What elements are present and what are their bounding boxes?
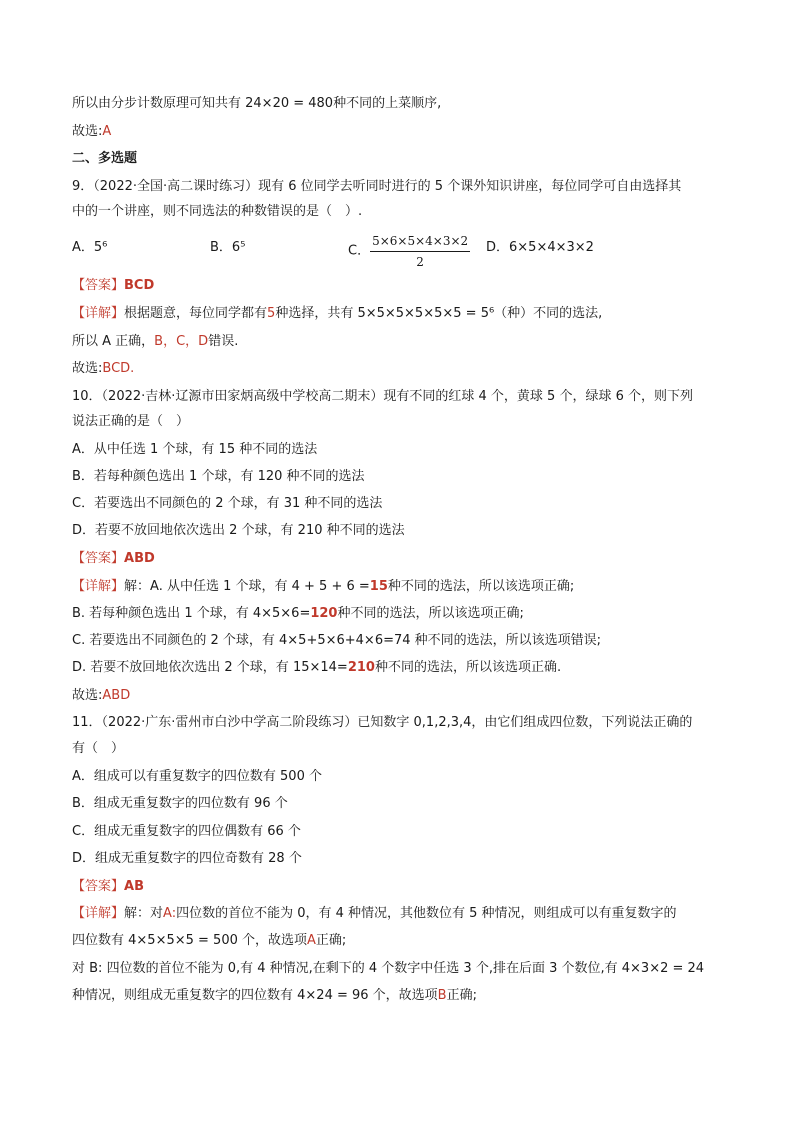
option-b: B．组成无重复数字的四位数有 96 个 (72, 796, 288, 811)
section-heading: 二、多选题 (72, 151, 138, 166)
option-a: A．组成可以有重复数字的四位数有 500 个 (72, 769, 322, 784)
detail-line: D. 若要不放回地依次选出 2 个球，有 15×14=210种不同的选法，所以该选项正确. (72, 660, 562, 675)
detail-line: C. 若要选出不同颜色的 2 个球，有 4×5+5×6+4×6=74 种不同的选法，所以该选项错误; (72, 633, 602, 648)
question-9-cont: 中的一个讲座，则不同选法的种数错误的是（ ）. (72, 204, 363, 219)
detail-line: B. 若每种颜色选出 1 个球，有 4×5×6=120种不同的选法，所以该选项正确; (72, 606, 524, 621)
option-b: B．若每种颜色选出 1 个球，有 120 种不同的选法 (72, 469, 365, 484)
option-d: D．6×5×4×3×2 (486, 240, 594, 255)
question-9: 9．（2022·全国·高二课时练习）现有 6 位同学去听同时进行的 5 个课外知识讲座，每位同学可自由选择其 (72, 179, 682, 194)
question-11-cont: 有（ ） (72, 741, 125, 756)
question-10-cont: 说法正确的是（ ） (72, 414, 190, 429)
detail-line: 对 B: 四位数的首位不能为 0,有 4 种情况,在剩下的 4 个数字中任选 3 个,排在后面 3 个数位,有 4×3×2 = 24 (72, 961, 705, 976)
text-line: 所以由分步计数原理可知共有 24×20 = 480种不同的上菜顺序, (72, 96, 442, 111)
answer-line: 【答案】BCD (72, 278, 155, 293)
detail-line: 【详解】根据题意，每位同学都有5种选择，共有 5×5×5×5×5×5 = 5⁶（种）不同的选法, (72, 306, 603, 321)
option-d: D．若要不放回地依次选出 2 个球，有 210 种不同的选法 (72, 523, 405, 538)
question-10: 10．（2022·吉林·辽源市田家炳高级中学校高二期末）现有不同的红球 4 个，黄球 5 个，绿球 6 个，则下列 (72, 389, 693, 404)
detail-line: 四位数有 4×5×5×5 = 500 个，故选项A正确; (72, 933, 347, 948)
answer-select: 故选:ABD (72, 688, 131, 703)
answer-line: 【答案】ABD (72, 551, 155, 566)
option-a: A．5⁶ (72, 240, 108, 255)
option-d: D．组成无重复数字的四位奇数有 28 个 (72, 851, 302, 866)
option-b: B．6⁵ (210, 240, 246, 255)
detail-line: 种情况，则组成无重复数字的四位数有 4×24 = 96 个，故选项B正确; (72, 988, 477, 1003)
fraction: $\frac{5\times 6\times 5\times 4\times 3\times 2}{2}$ (372, 234, 469, 269)
detail-line: 所以 A 正确，B，C，D错误. (72, 334, 239, 349)
question-11: 11．（2022·广东·雷州市白沙中学高二阶段练习）已知数字 0,1,2,3,4，由它们组成四位数，下列说法正确的 (72, 715, 693, 730)
option-c: C．组成无重复数字的四位偶数有 66 个 (72, 824, 301, 839)
detail-line: 【详解】解：对A:四位数的首位不能为 0，有 4 种情况，其他数位有 5 种情况，则组成可以有重复数字的 (72, 906, 677, 921)
option-a: A．从中任选 1 个球，有 15 种不同的选法 (72, 442, 318, 457)
detail-line: 【详解】解：A. 从中任选 1 个球，有 4 + 5 + 6 =15种不同的选法，所以该选项正确; (72, 579, 575, 594)
answer-line: 【答案】AB (72, 879, 144, 894)
option-c: C．若要选出不同颜色的 2 个球，有 31 种不同的选法 (72, 496, 383, 511)
question-9-options (72, 232, 732, 268)
option-c: C． $\frac{5\times 6\times 5\times 4\times 3\times 2}{2}$ (348, 234, 469, 269)
answer-select: 故选:A (72, 124, 112, 139)
answer-select: 故选:BCD. (72, 361, 135, 376)
